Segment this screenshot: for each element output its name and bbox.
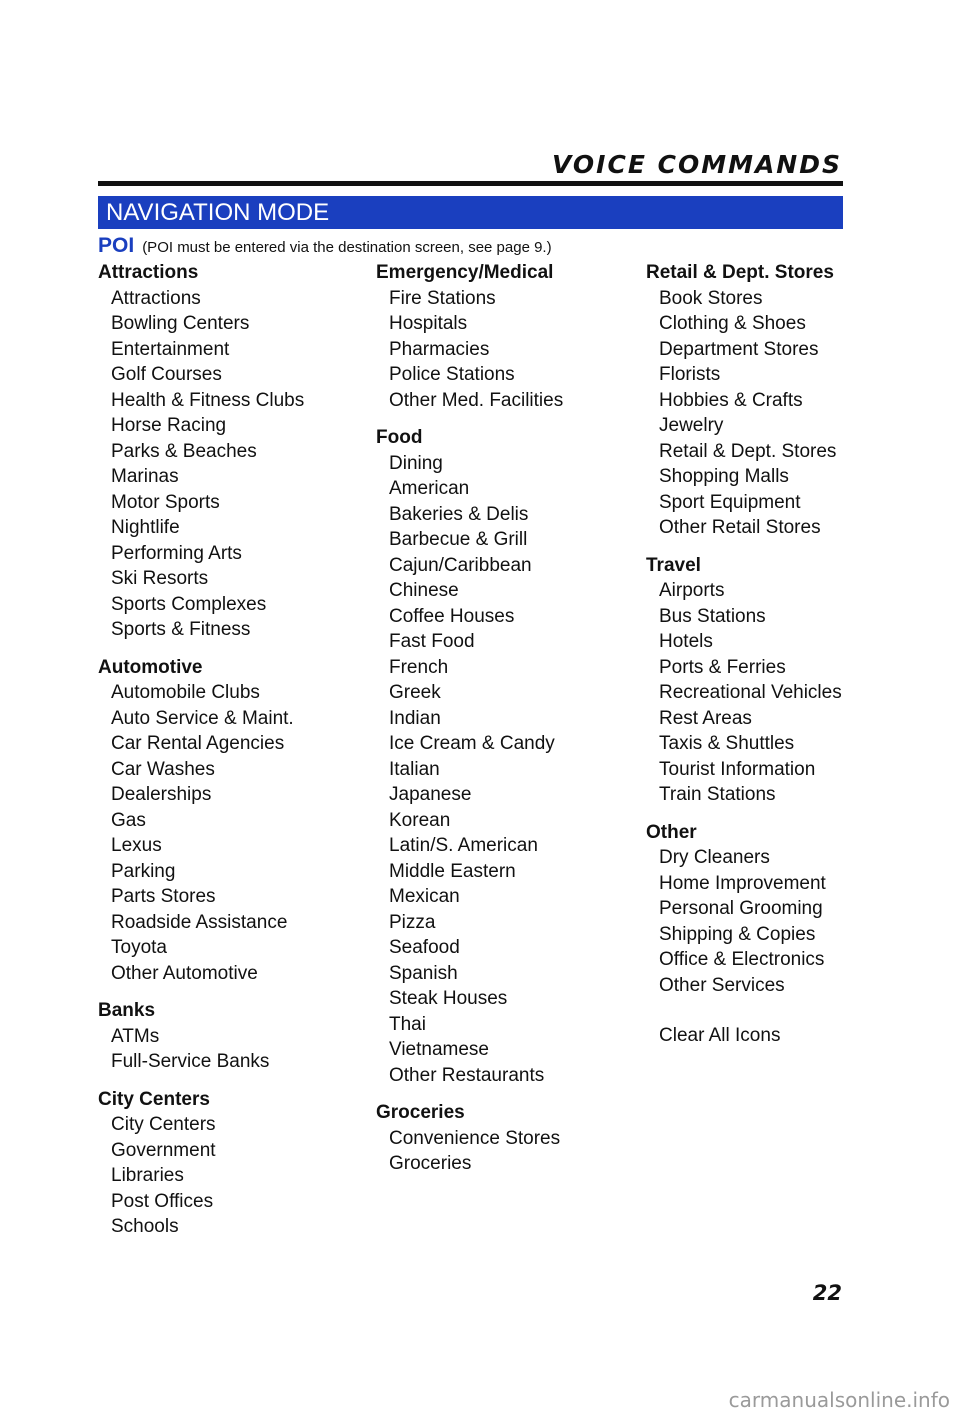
command-item: Toyota — [111, 937, 167, 958]
clear-all-icons-command: Clear All Icons — [659, 1025, 781, 1046]
command-item: Libraries — [111, 1165, 184, 1186]
command-item: Health & Fitness Clubs — [111, 389, 305, 411]
command-item: Parts Stores — [111, 886, 216, 907]
command-item: Sports & Fitness — [111, 619, 251, 640]
command-item: Bus Stations — [659, 605, 766, 627]
command-item: Automobile Clubs — [111, 682, 260, 703]
command-item: Vietnamese — [389, 1039, 489, 1060]
command-item: Cajun/Caribbean — [389, 554, 532, 576]
command-item: Groceries — [389, 1153, 472, 1174]
category-block — [646, 820, 906, 999]
command-item: Train Stations — [659, 784, 776, 805]
command-item: Pharmacies — [389, 338, 490, 360]
page-number: 22 — [812, 1281, 842, 1305]
command-item: Department Stores — [659, 338, 819, 360]
command-item: Florists — [659, 364, 721, 385]
header-rule — [98, 181, 843, 186]
command-item: Thai — [389, 1013, 426, 1035]
command-item: American — [389, 478, 470, 499]
category-title: Travel — [646, 554, 701, 576]
command-item: Horse Racing — [111, 415, 227, 436]
command-item: Convenience Stores — [389, 1127, 561, 1149]
command-item: Seafood — [389, 937, 460, 958]
command-item: Retail & Dept. Stores — [659, 440, 837, 462]
command-item: Japanese — [389, 784, 472, 805]
command-item: Lexus — [111, 835, 162, 856]
command-item: Hobbies & Crafts — [659, 389, 803, 411]
command-item: Hospitals — [389, 313, 468, 334]
command-item: City Centers — [111, 1114, 216, 1135]
command-item: Parks & Beaches — [111, 440, 257, 462]
command-item: Dealerships — [111, 784, 212, 805]
category-block — [646, 260, 906, 541]
command-item: Book Stores — [659, 287, 763, 309]
command-item: Airports — [659, 580, 725, 601]
command-item: Fire Stations — [389, 287, 496, 309]
command-item: Indian — [389, 707, 441, 729]
command-item: Motor Sports — [111, 491, 220, 513]
command-item: Sports Complexes — [111, 593, 267, 615]
command-item: Schools — [111, 1216, 179, 1237]
command-item: Auto Service & Maint. — [111, 707, 294, 729]
category-block — [98, 1087, 358, 1240]
command-item: Entertainment — [111, 338, 230, 360]
command-item: Coffee Houses — [389, 605, 515, 627]
command-item: Office & Electronics — [659, 949, 825, 970]
command-item: Mexican — [389, 886, 460, 907]
command-item: Parking — [111, 860, 176, 882]
poi-label: POI — [98, 234, 135, 257]
mode-bar: NAVIGATION MODE — [98, 196, 843, 229]
command-item: Hotels — [659, 631, 713, 652]
command-item: Dining — [389, 452, 443, 474]
command-item: Ice Cream & Candy — [389, 733, 555, 754]
column-2 — [376, 260, 636, 1189]
command-item: Greek — [389, 682, 441, 703]
category-block — [376, 1100, 636, 1177]
command-item: Personal Grooming — [659, 898, 823, 919]
command-item: Dry Cleaners — [659, 847, 770, 868]
category-title: Emergency/Medical — [376, 262, 554, 283]
command-item: Bowling Centers — [111, 313, 250, 334]
command-item: Police Stations — [389, 364, 515, 385]
command-item: Korean — [389, 809, 451, 831]
poi-note: (POI must be entered via the destination screen, see page 9.) — [142, 239, 552, 256]
section-title: VOICE COMMANDS — [552, 150, 842, 179]
command-item: Home Improvement — [659, 872, 826, 894]
category-block — [376, 425, 636, 1088]
command-item: Marinas — [111, 466, 179, 487]
command-item: French — [389, 656, 449, 678]
command-item: Rest Areas — [659, 707, 752, 729]
command-item: Jewelry — [659, 415, 724, 436]
category-block — [376, 260, 636, 413]
command-item: Car Rental Agencies — [111, 733, 285, 754]
command-item: Steak Houses — [389, 988, 508, 1009]
command-item: ATMs — [111, 1025, 160, 1047]
category-title: Retail & Dept. Stores — [646, 262, 834, 283]
command-item: Other Services — [659, 974, 785, 996]
command-item: Performing Arts — [111, 542, 242, 564]
command-item: Attractions — [111, 287, 201, 309]
category-title: Other — [646, 821, 697, 843]
command-item: Pizza — [389, 911, 436, 933]
command-item: Gas — [111, 809, 146, 831]
command-item: Recreational Vehicles — [659, 682, 842, 703]
category-title: Banks — [98, 1000, 156, 1021]
command-item: Government — [111, 1139, 216, 1161]
category-title: Food — [376, 427, 423, 448]
command-item: Car Washes — [111, 758, 215, 780]
category-block — [98, 998, 358, 1075]
poi-line — [98, 234, 552, 258]
command-item: Barbecue & Grill — [389, 529, 528, 550]
command-item: Latin/S. American — [389, 835, 538, 856]
command-item: Tourist Information — [659, 758, 816, 780]
command-item: Shopping Malls — [659, 466, 789, 487]
command-item: Chinese — [389, 580, 459, 601]
command-item: Other Automotive — [111, 962, 258, 984]
command-item: Golf Courses — [111, 364, 222, 385]
command-item: Other Restaurants — [389, 1064, 545, 1086]
category-title: Attractions — [98, 262, 199, 283]
command-item: Post Offices — [111, 1190, 214, 1212]
command-item: Sport Equipment — [659, 491, 801, 513]
category-block — [646, 553, 906, 808]
command-item: Other Med. Facilities — [389, 389, 564, 411]
command-item: Other Retail Stores — [659, 517, 821, 538]
category-block — [98, 260, 358, 643]
command-item: Full-Service Banks — [111, 1051, 270, 1072]
category-title: Groceries — [376, 1102, 465, 1123]
command-item: Bakeries & Delis — [389, 503, 529, 525]
category-block — [98, 655, 358, 987]
column-3 — [646, 260, 906, 1049]
command-item: Clothing & Shoes — [659, 313, 806, 334]
command-item: Fast Food — [389, 631, 475, 652]
command-item: Ski Resorts — [111, 568, 209, 589]
command-item: Ports & Ferries — [659, 656, 786, 678]
command-item: Italian — [389, 758, 440, 780]
column-1 — [98, 260, 358, 1252]
command-item: Spanish — [389, 962, 458, 984]
command-item: Shipping & Copies — [659, 923, 816, 945]
command-item: Taxis & Shuttles — [659, 733, 795, 754]
command-item: Nightlife — [111, 517, 180, 538]
command-item: Roadside Assistance — [111, 911, 288, 933]
category-title: City Centers — [98, 1088, 210, 1110]
category-title: Automotive — [98, 656, 203, 678]
command-item: Middle Eastern — [389, 860, 516, 882]
watermark: carmanualsonline.info — [728, 1388, 950, 1412]
